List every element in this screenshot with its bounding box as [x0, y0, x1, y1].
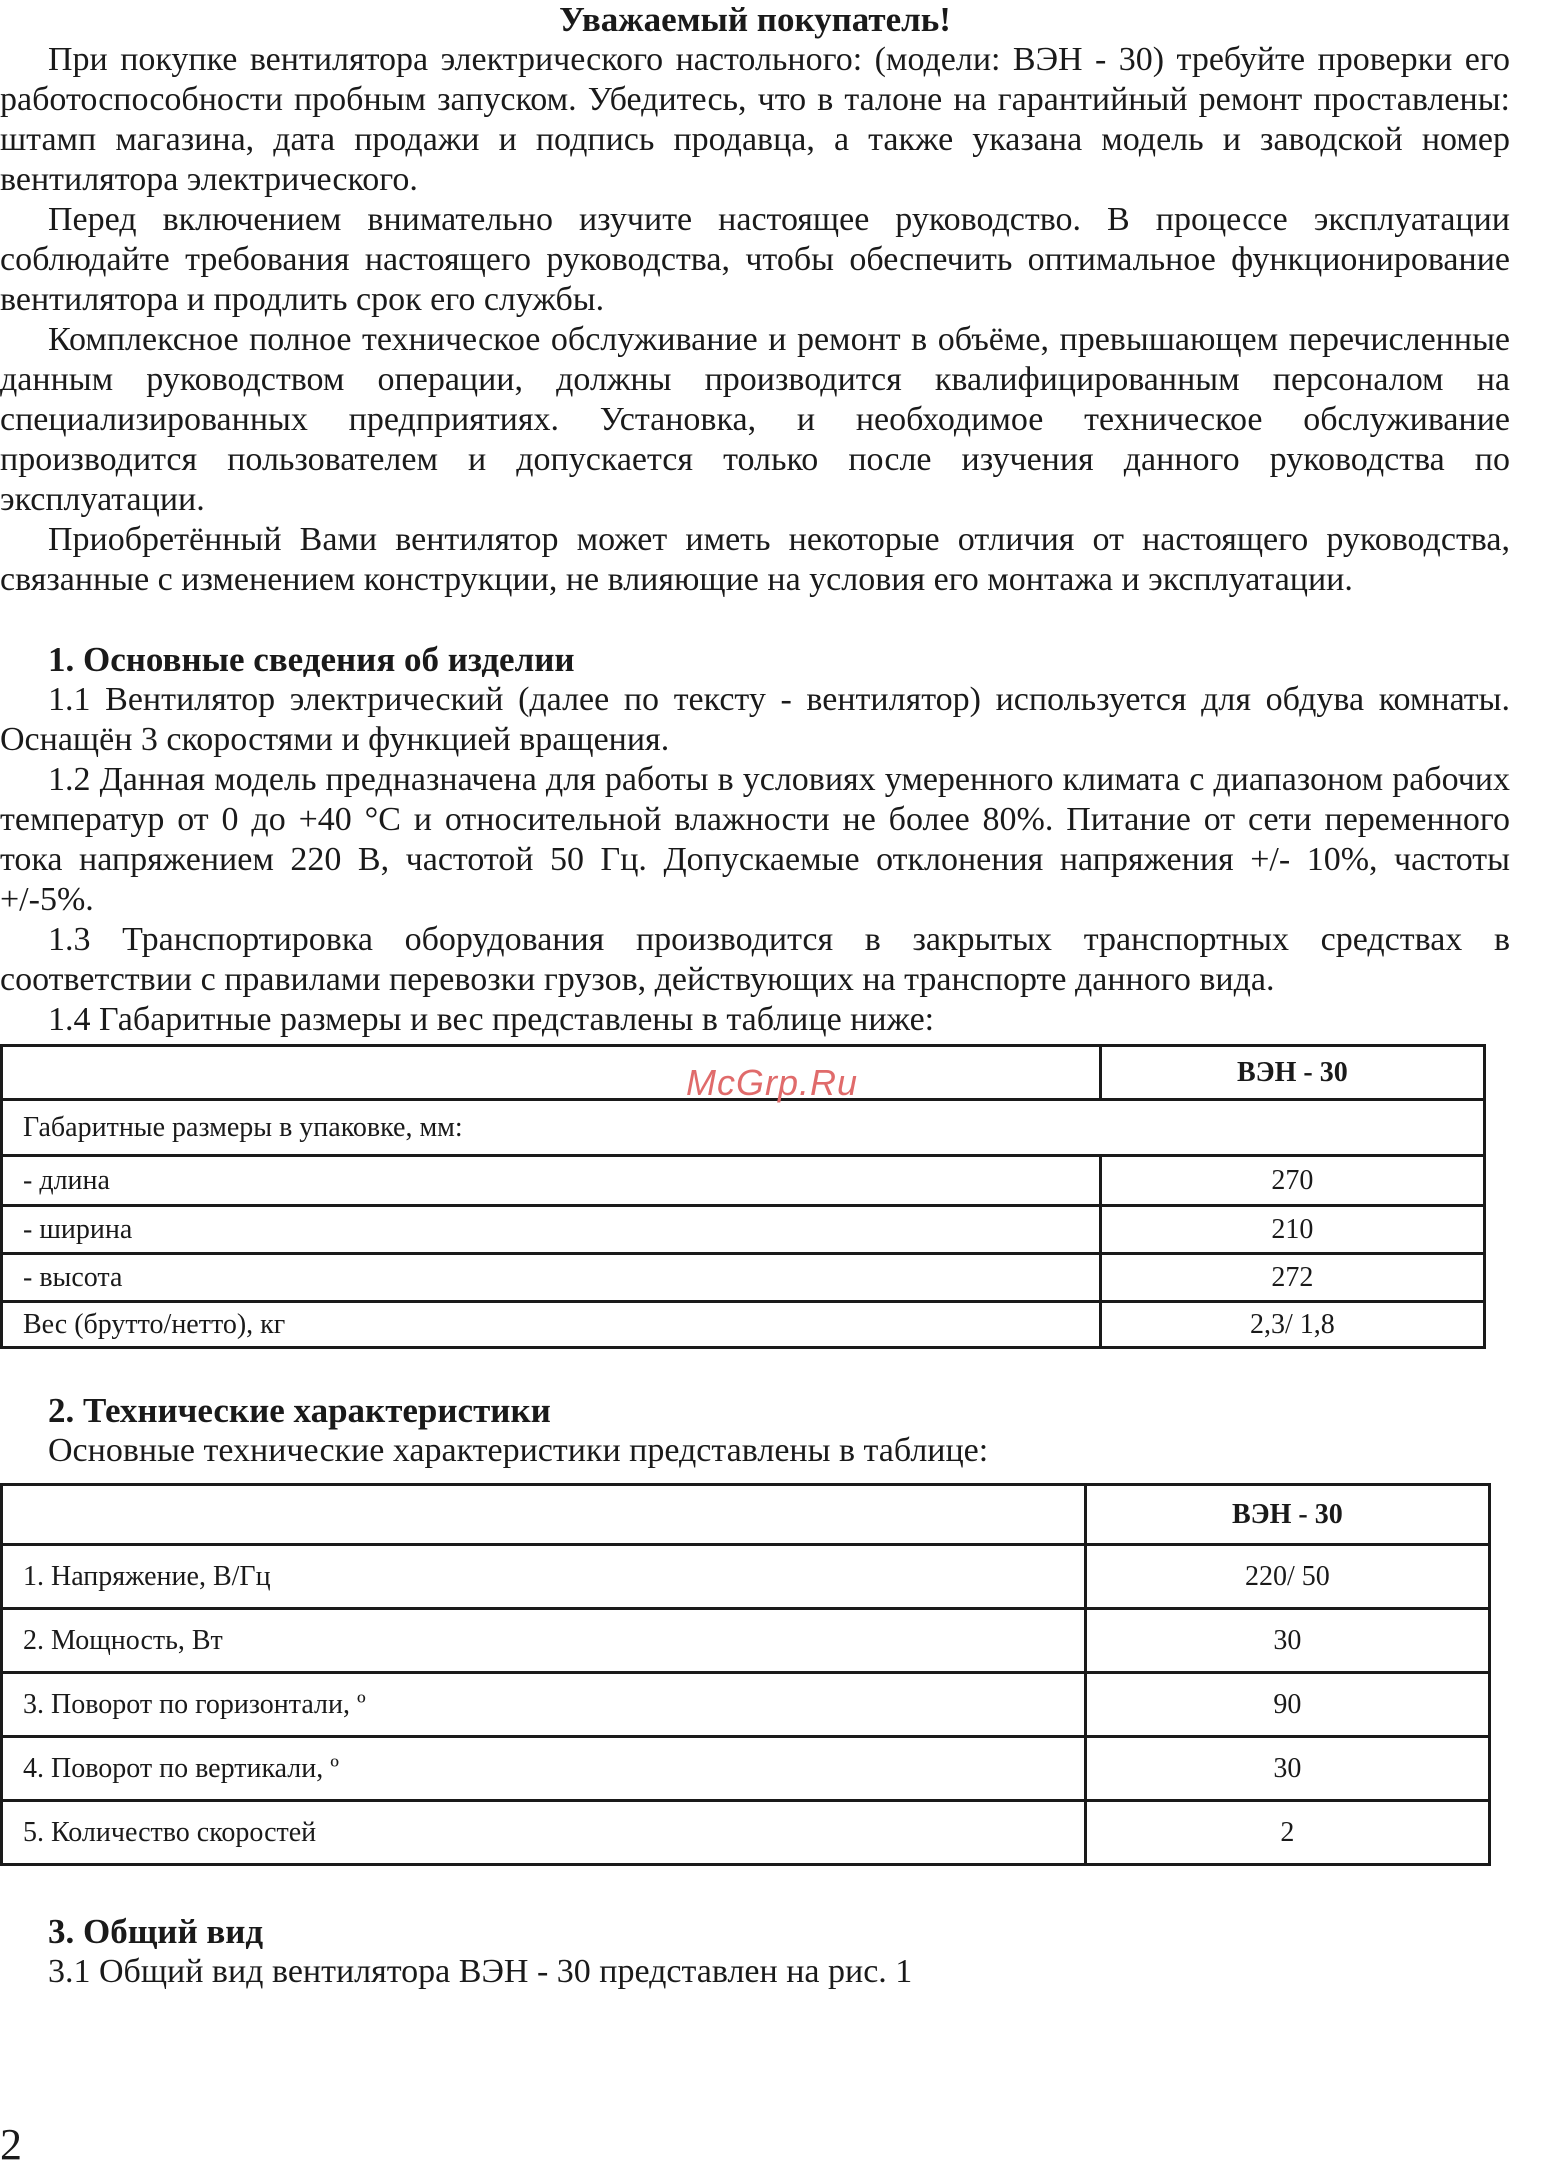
page-number: 2 [0, 2120, 22, 2169]
section-2-title: 2. Технические характеристики [48, 1391, 551, 1430]
table-row [2, 1545, 1490, 1609]
row-value: 270 [1100, 1156, 1484, 1206]
row-label: 4. Поворот по вертикали, º [2, 1737, 1086, 1801]
row-value: 210 [1100, 1206, 1484, 1254]
table-header-model: ВЭН - 30 [1100, 1046, 1484, 1100]
row-label: 1. Напряжение, В/Гц [2, 1545, 1086, 1609]
section-3-paragraph-1: 3.1 Общий вид вентилятора ВЭН - 30 представлен на рис. 1 [48, 1953, 913, 1990]
intro-paragraph-2: Перед включением внимательно изучите настоящее руководство. В процессе эксплуатации соблюдайте требования настоящего руководства, чтобы обеспечить оптимальное функционирование вентилятора и продлить срок его службы. [0, 201, 1510, 318]
table-row [2, 1156, 1485, 1206]
row-label: 5. Количество скоростей [2, 1801, 1086, 1865]
row-value: 2 [1085, 1801, 1489, 1865]
intro-paragraph-3: Комплексное полное техническое обслуживание и ремонт в объёме, превышающем перечисленные данным руководством операции, должны производится квалифицированным персоналом на специализированных предприятиях. Установка, и необходимое техническое обслуживание производится пользователем и допускается только после изучения данного руководства по эксплуатации. [0, 321, 1510, 518]
tech-specs-table [0, 1483, 1491, 1866]
table-header-model: ВЭН - 30 [1085, 1485, 1489, 1545]
row-value: 90 [1085, 1673, 1489, 1737]
greeting-heading: Уважаемый покупатель! [559, 0, 951, 39]
row-value: 30 [1085, 1609, 1489, 1673]
row-label: - ширина [2, 1206, 1101, 1254]
table-row [2, 1801, 1490, 1865]
watermark-text: McGrp.Ru [686, 1062, 859, 1103]
table-header-row [2, 1485, 1490, 1545]
table-group-row [2, 1100, 1485, 1156]
section-3-title: 3. Общий вид [48, 1912, 264, 1951]
row-label: 3. Поворот по горизонтали, º [2, 1673, 1086, 1737]
section-1-title: 1. Основные сведения об изделии [48, 640, 575, 679]
table-row [2, 1673, 1490, 1737]
row-value: 220/ 50 [1085, 1545, 1489, 1609]
table-row [2, 1254, 1485, 1302]
row-label: Вес (брутто/нетто), кг [2, 1302, 1101, 1348]
section-2-intro: Основные технические характеристики представлены в таблице: [48, 1432, 989, 1469]
table-row [2, 1302, 1485, 1348]
table-header-empty [2, 1046, 1101, 1100]
section-1-paragraph-2: 1.2 Данная модель предназначена для работы в условиях умеренного климата с диапазоном рабочих температур от 0 до +40 °С и относительной влажности не более 80%. Питание от сети переменного тока напряжением 220 В, частотой 50 Гц. Допускаемые отклонения напряжения +/- 10%, частоты +/-5%. [0, 761, 1510, 918]
row-label: 2. Мощность, Вт [2, 1609, 1086, 1673]
table-group-label: Габаритные размеры в упаковке, мм: [2, 1100, 1485, 1156]
intro-paragraph-1: При покупке вентилятора электрического настольного: (модели: ВЭН - 30) требуйте проверки его работоспособности пробным запуском. Убедитесь, что в талоне на гарантийный ремонт проставлены: штамп магазина, дата продажи и подпись продавца, а также указана модель и заводской номер вентилятора электрического. [0, 41, 1510, 198]
row-value: 2,3/ 1,8 [1100, 1302, 1484, 1348]
table-row [2, 1609, 1490, 1673]
table-header-empty [2, 1485, 1086, 1545]
row-label: - длина [2, 1156, 1101, 1206]
section-1-paragraph-3: 1.3 Транспортировка оборудования производится в закрытых транспортных средствах в соответствии с правилами перевозки грузов, действующих на транспорте данного вида. [0, 921, 1510, 998]
table-row [2, 1206, 1485, 1254]
table-row [2, 1737, 1490, 1801]
section-1-paragraph-1: 1.1 Вентилятор электрический (далее по тексту - вентилятор) используется для обдува комнаты. Оснащён 3 скоростями и функцией вращения. [0, 681, 1510, 758]
section-1-paragraph-4: 1.4 Габаритные размеры и вес представлены в таблице ниже: [48, 1001, 935, 1038]
intro-paragraph-4: Приобретённый Вами вентилятор может иметь некоторые отличия от настоящего руководства, связанные с изменением конструкции, не влияющие на условия его монтажа и эксплуатации. [0, 521, 1510, 598]
row-value: 272 [1100, 1254, 1484, 1302]
row-label: - высота [2, 1254, 1101, 1302]
row-value: 30 [1085, 1737, 1489, 1801]
